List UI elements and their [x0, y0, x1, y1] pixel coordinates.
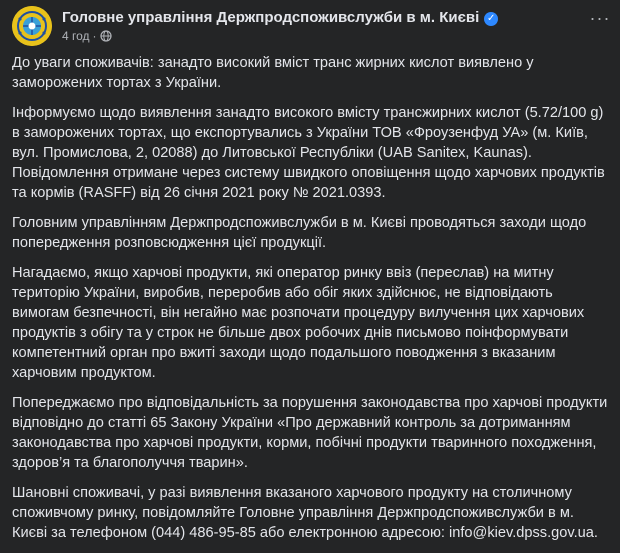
paragraph-1: До уваги споживачів: занадто високий вміст транс жирних кислот виявлено у заморожених тортах з України.	[12, 55, 534, 91]
more-options-button[interactable]: ···	[589, 8, 611, 28]
page-name-link[interactable]	[62, 9, 498, 26]
avatar-emblem-icon	[12, 6, 52, 46]
paragraph-2: Інформуємо щодо виявлення занадто високого вмісту трансжирних кислот (5.72/100 g) в заморожених тортах, що експортувались з України ТОВ «Фроузенфуд УА» (м. Київ, вул. Промислова, 2, 02088) до Литовської Республіки (UAB Sanitex, Kaunas). Повідомлення отримане через систему швидкого оповіщення щодо харчових продуктів та кормів (RASFF) від 26 січня 2021 року № 2021.0393.	[12, 105, 605, 201]
paragraph-5: Попереджаємо про відповідальність за порушення законодавства про харчові продукти відповідно до статті 65 Закону України «Про державний контроль за дотриманням законодавства про харчові продукти, корми, побічні продукти тваринного походження, здоров’я та благополуччя тварин».	[12, 395, 608, 471]
post-meta	[62, 29, 112, 45]
globe-icon	[100, 30, 112, 45]
paragraph-6: Шановні споживачі, у разі виявлення вказаного харчового продукту на столичному споживчому ринку, повідомляйте Головне управління Держпродспоживслужби в м. Києві за телефоном (044) 486-95-85 або електронною адресою: info@kiev.dpss.gov.ua.	[12, 485, 598, 541]
page-name[interactable]: Головне управління Держпродспоживслужби в м. Києві	[62, 9, 480, 26]
post-text	[12, 53, 610, 553]
post-time[interactable]: 4 год	[62, 29, 90, 43]
page-avatar[interactable]	[12, 6, 52, 46]
verified-badge-icon: ✓	[484, 12, 498, 26]
paragraph-3: Головним управлінням Держпродспоживслужби в м. Києві проводяться заходи щодо попередження розповсюдження цієї продукції.	[12, 215, 587, 251]
paragraph-4: Нагадаємо, якщо харчові продукти, які оператор ринку ввіз (переслав) на митну територію України, виробив, переробив або обіг яких здійснює, не відповідають вимогам безпечності, він негайно має розпочати процедуру вилучення цих харчових продуктів з обігу та у строк не більше двох робочих днів письмово поінформувати компетентний орган про вжиті заходи щодо подальшого поводження з вказаним харчовим продуктом.	[12, 265, 585, 381]
post-header	[12, 6, 612, 46]
meta-separator: ·	[92, 29, 97, 43]
